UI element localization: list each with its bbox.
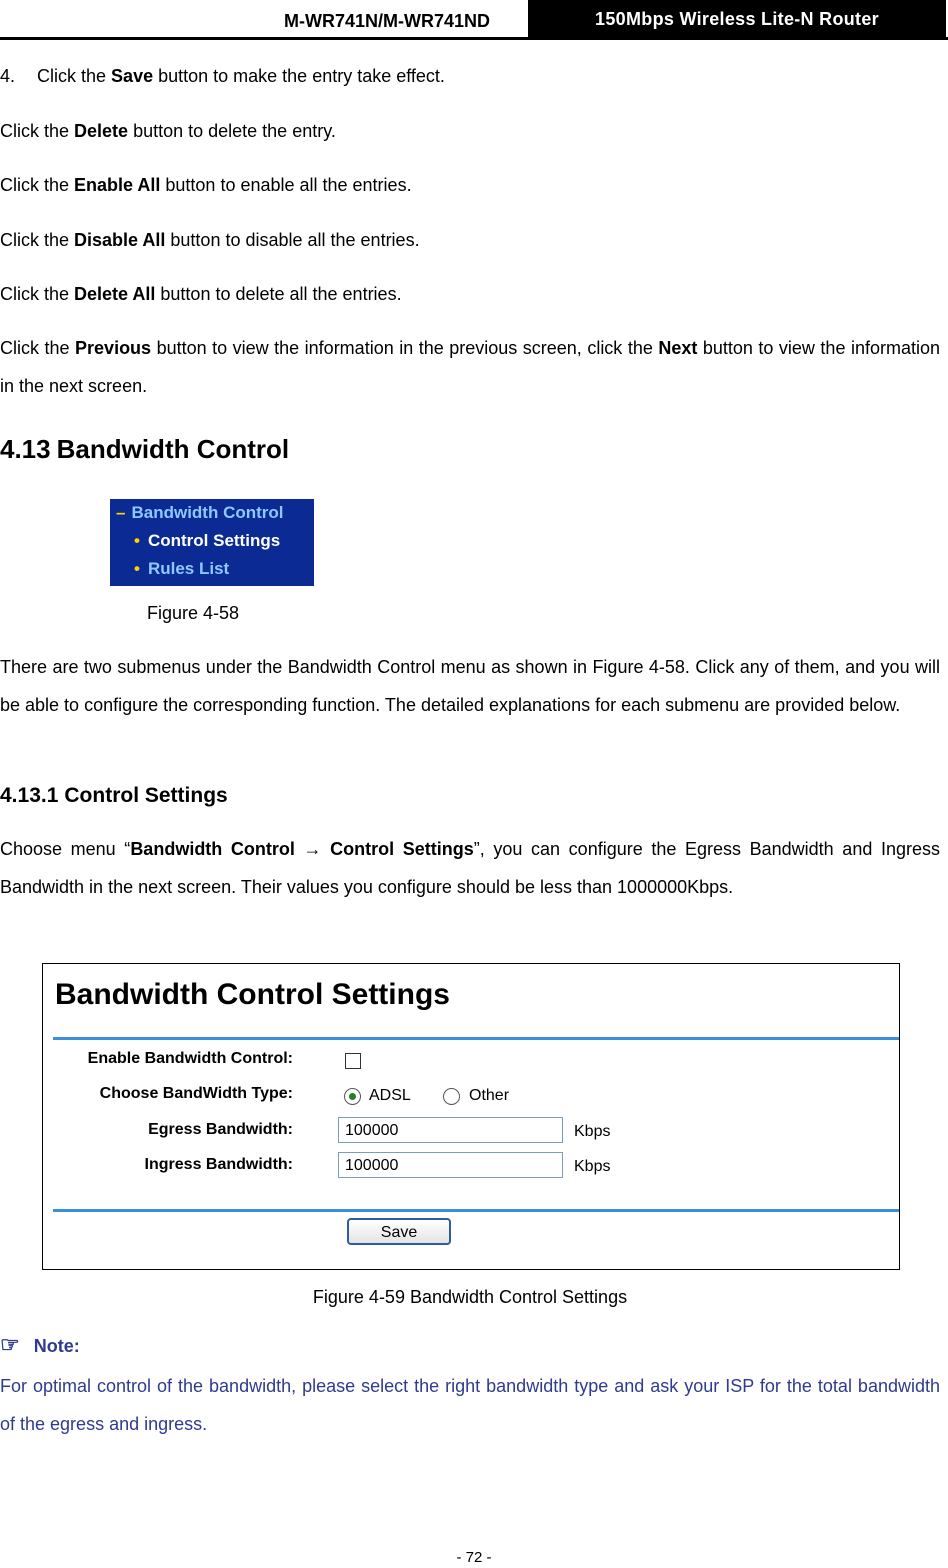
menu-item-rules-list[interactable] — [134, 559, 229, 579]
para-text: Click the — [0, 230, 75, 250]
form-divider — [53, 1209, 899, 1212]
delete-paragraph — [0, 112, 940, 150]
pointing-hand-icon: ☞ — [0, 1332, 20, 1357]
para-text: button to view the information in the next screen. — [0, 338, 940, 396]
para-text: Choose menu “ — [0, 839, 131, 859]
para-text: button to delete the entry. — [128, 121, 336, 141]
disable-all-paragraph — [0, 221, 940, 259]
para-bold: Next — [658, 338, 698, 358]
ingress-bandwidth-input[interactable]: 100000 — [338, 1152, 563, 1178]
figure-59-caption: Figure 4-59 Bandwidth Control Settings — [312, 1287, 628, 1307]
enable-all-paragraph — [0, 166, 940, 204]
page-header — [0, 0, 948, 40]
ingress-label: Ingress Bandwidth: — [144, 1156, 293, 1173]
section-title: Bandwidth Control — [56, 434, 290, 464]
step-bold: Save — [111, 66, 154, 86]
step-number: 4. — [0, 66, 16, 86]
para-bold: Delete — [74, 121, 129, 141]
previous-next-paragraph — [0, 329, 940, 405]
choose-menu-paragraph — [0, 830, 940, 906]
subsection-heading — [0, 784, 228, 808]
header-title: 150Mbps Wireless Lite-N Router — [528, 0, 946, 38]
radio-selected-dot — [349, 1093, 356, 1100]
title-divider — [53, 1037, 899, 1040]
menu-item-label: Control Settings — [147, 531, 281, 550]
step-text: Click the — [37, 66, 112, 86]
delete-all-paragraph — [0, 275, 940, 313]
para-text: button to disable all the entries. — [165, 230, 420, 250]
para-bold: Disable All — [74, 230, 166, 250]
para-text: button to view the information in the previous screen, click the — [151, 338, 659, 358]
para-text: button to enable all the entries. — [160, 175, 412, 195]
egress-bandwidth-input[interactable]: 100000 — [338, 1117, 563, 1143]
enable-bandwidth-checkbox[interactable] — [345, 1053, 361, 1069]
note-heading — [0, 1332, 80, 1358]
arrow-text: → — [294, 839, 331, 859]
intro-paragraph: There are two submenus under the Bandwidth Control menu as shown in Figure 4-58. Click any of them, and you will be able to configure the corresponding function. The detailed explanations for each submenu are provided below. — [0, 657, 940, 715]
para-text: Click the — [0, 338, 76, 358]
enable-label: Enable Bandwidth Control: — [87, 1050, 293, 1067]
collapse-icon: – — [116, 503, 126, 522]
type-label: Choose BandWidth Type: — [99, 1085, 293, 1102]
para-bold: Control Settings — [330, 839, 474, 859]
figure-58-caption: Figure 4-58 — [147, 603, 240, 623]
step-text: button to make the entry take effect. — [153, 66, 445, 86]
ingress-unit: Kbps — [574, 1158, 611, 1175]
menu-item-label: Bandwidth Control — [131, 503, 284, 522]
other-label: Other — [469, 1087, 510, 1104]
egress-label: Egress Bandwidth: — [148, 1121, 293, 1138]
menu-item-control-settings[interactable] — [134, 531, 280, 551]
para-text: Click the — [0, 121, 75, 141]
step-4 — [0, 57, 940, 95]
header-model: M-WR741N/M-WR741ND — [283, 11, 490, 31]
menu-item-bandwidth-control[interactable] — [116, 503, 284, 523]
para-bold: Previous — [75, 338, 152, 358]
para-bold: Bandwidth Control — [130, 839, 295, 859]
header-rule — [0, 37, 948, 40]
menu-item-label: Rules List — [147, 559, 230, 578]
section-heading — [0, 434, 289, 465]
egress-unit: Kbps — [574, 1123, 611, 1140]
bullet-icon: • — [134, 531, 140, 550]
bandwidth-menu-figure — [110, 499, 314, 586]
page-number: - 72 - — [456, 1549, 492, 1566]
other-radio[interactable] — [443, 1088, 460, 1105]
section-number: 4.13 — [0, 434, 51, 464]
para-text: button to delete all the entries. — [155, 284, 402, 304]
para-text: Click the — [0, 284, 75, 304]
note-title: Note: — [33, 1336, 80, 1356]
adsl-radio[interactable] — [344, 1088, 361, 1105]
bandwidth-settings-figure — [42, 963, 900, 1270]
para-bold: Enable All — [74, 175, 161, 195]
para-text: Click the — [0, 175, 75, 195]
para-text: ”, you can configure the Egress Bandwidth and Ingress Bandwidth in the next screen. Their values you configure should be less than 1000000Kbps. — [0, 839, 940, 897]
subsection-number: 4.13.1 — [0, 784, 59, 807]
note-text: For optimal control of the bandwidth, please select the right bandwidth type and ask your ISP for the total bandwidth of the egress and ingress. — [0, 1376, 940, 1434]
para-bold: Delete All — [74, 284, 156, 304]
bullet-icon: • — [134, 559, 140, 578]
settings-title: Bandwidth Control Settings — [55, 978, 450, 1011]
subsection-title: Control Settings — [64, 784, 228, 807]
save-button[interactable]: Save — [347, 1218, 451, 1245]
adsl-label: ADSL — [369, 1087, 411, 1104]
